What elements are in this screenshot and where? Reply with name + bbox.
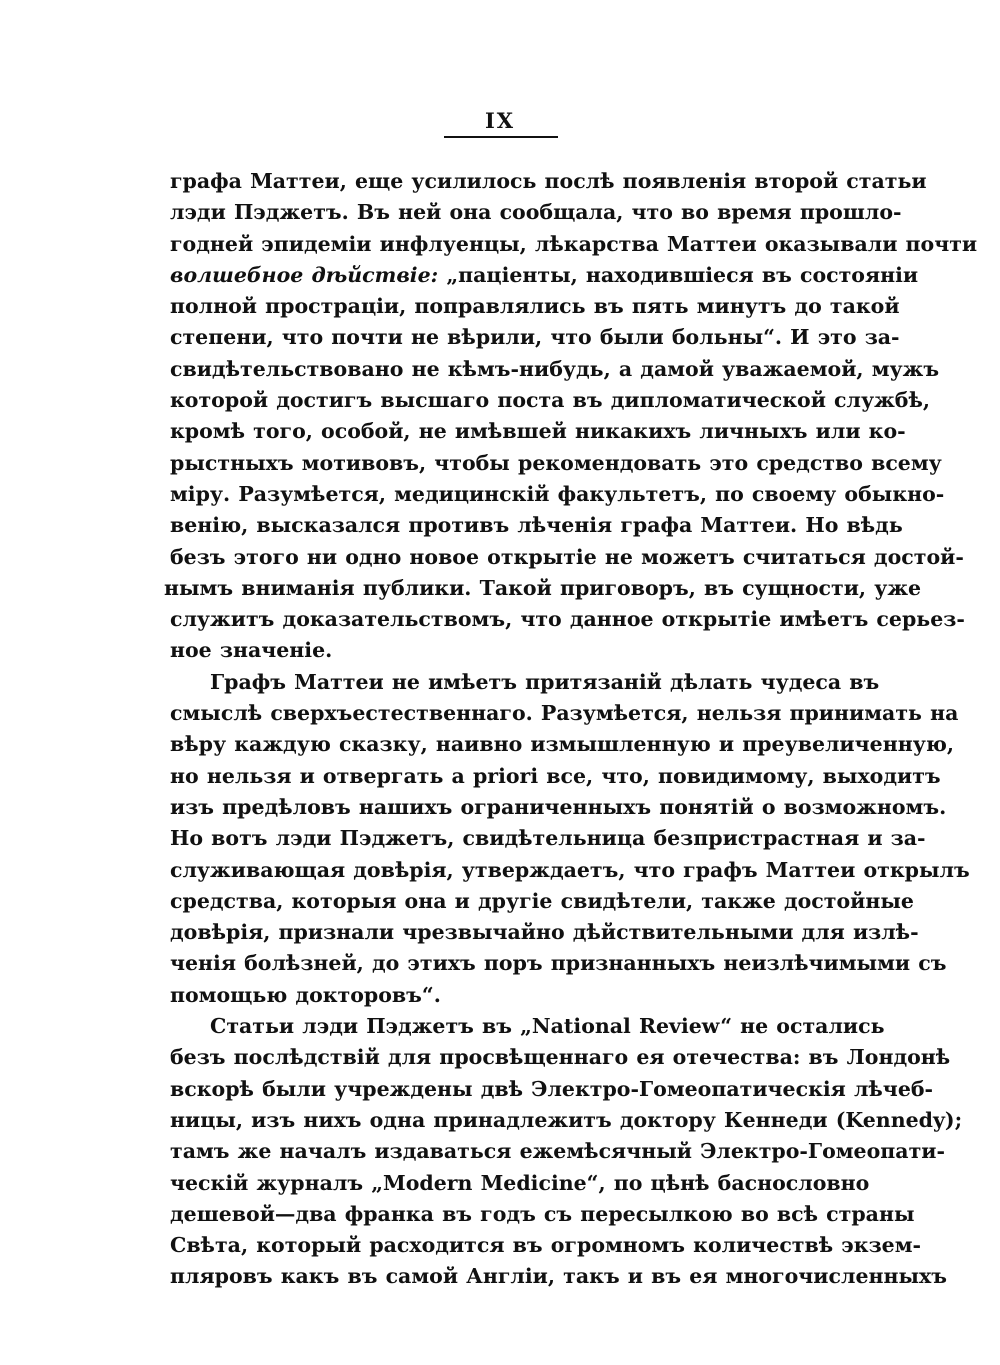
text-line: нымъ вниманія публики. Такой приговоръ, въ сущности, уже (164, 575, 922, 600)
text-line: смыслѣ сверхъестественнаго. Разумѣется, нельзя принимать на (170, 701, 959, 726)
header-rule (444, 136, 558, 138)
text-line: ческій журналъ „Modern Medicine“, по цѣнѣ баснословно (170, 1170, 870, 1195)
text-line: тамъ же началъ издаваться ежемѣсячный Электро-Гомеопати- (170, 1139, 945, 1164)
text-line: ченія болѣзней, до этихъ поръ признанныхъ неизлѣчимыми съ (170, 951, 947, 976)
text-line: кромѣ того, особой, не имѣвшей никакихъ личныхъ или ко- (170, 419, 906, 444)
text-line: изъ предѣловъ нашихъ ограниченныхъ понятій о возможномъ. (170, 794, 947, 819)
text-line: вѣру каждую сказку, наивно измышленную и преувеличенную, (170, 732, 954, 757)
text-line: лэди Пэджетъ. Въ ней она сообщала, что во время прошло- (170, 200, 902, 225)
text-line: міру. Разумѣется, медицинскій факультетъ, по своему обыкно- (170, 481, 945, 506)
text-line: ницы, изъ нихъ одна принадлежитъ доктору Кеннеди (Kennedy); (170, 1107, 963, 1132)
text-line: Графъ Маттеи не имѣетъ притязаній дѣлать чудеса въ (210, 669, 880, 694)
paragraph-3 (170, 1011, 963, 1293)
paragraph-2 (170, 667, 970, 1011)
text-line-rest: „пацiенты, находившiеся въ состоянiи (446, 262, 919, 287)
text-line: графа Маттеи, еще усилилось послѣ появленія второй статьи (170, 169, 927, 193)
text-line: но нельзя и отвергать a priori все, что, повидимому, выходитъ (170, 763, 941, 788)
page-number: IX (484, 108, 516, 133)
text-line: дешевой—два франка въ годъ съ пересылкою во всѣ страны (170, 1201, 915, 1226)
text-line: ное значеніе. (170, 638, 333, 663)
text-line: полной прострацiи, поправлялись въ пять минутъ до такой (170, 294, 900, 319)
page-header (0, 108, 1000, 133)
text-line: довѣрія, признали чрезвычайно дѣйствительными для излѣ- (170, 920, 919, 945)
text-line: средства, которыя она и другіе свидѣтели, также достойные (170, 888, 914, 913)
italic-phrase: волшебное дѣйствiе: (170, 262, 439, 287)
text-line: безъ этого ни одно новое открытіе не можетъ считаться достой- (170, 544, 964, 569)
text-line: безъ послѣдствій для просвѣщеннаго ея отечества: въ Лондонѣ (170, 1045, 951, 1070)
text-line-mixed (170, 260, 919, 291)
text-line: служитъ доказательствомъ, что данное открытіе имѣетъ серьез- (170, 607, 965, 632)
text-line: Свѣта, который расходится въ огромномъ количествѣ экзем- (170, 1233, 922, 1258)
text-line: помощью докторовъ“. (170, 982, 441, 1007)
text-line: служивающая довѣрія, утверждаетъ, что графъ Маттеи открылъ (170, 857, 970, 882)
text-line: Статьи лэди Пэджетъ въ „National Review“ не остались (210, 1014, 885, 1039)
paragraph-1 (164, 166, 978, 667)
text-line: пляровъ какъ въ самой Англіи, такъ и въ ея многочисленныхъ (170, 1264, 947, 1289)
text-line: годней эпидеміи инфлуенцы, лѣкарства Маттеи оказывали почти (170, 231, 978, 256)
body-text (164, 166, 978, 1293)
text-line: венію, высказался противъ лѣченія графа Маттеи. Но вѣдь (170, 513, 903, 538)
text-line: Но вотъ лэди Пэджетъ, свидѣтельница безпристрастная и за- (170, 826, 926, 851)
text-line: которой достигъ высшаго поста въ дипломатической службѣ, (170, 388, 931, 413)
text-line: степени, что почти не вѣрили, что были больны“. И это за- (170, 325, 900, 350)
text-line: вскорѣ были учреждены двѣ Электро-Гомеопатическія лѣчеб- (170, 1076, 934, 1101)
text-line: рыстныхъ мотивовъ, чтобы рекомендовать это средство всему (170, 450, 942, 475)
text-line: свидѣтельствовано не кѣмъ-нибудь, а дамой уважаемой, мужъ (170, 356, 940, 381)
